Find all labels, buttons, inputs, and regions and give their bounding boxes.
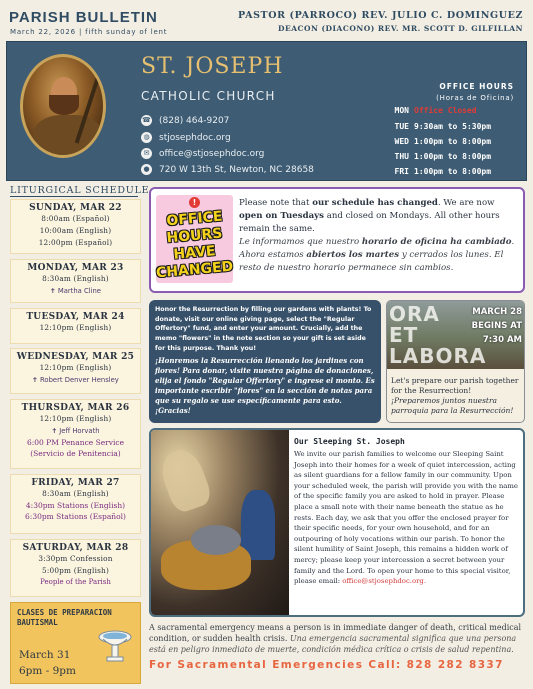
phone-text: (828) 464-9207 <box>159 115 230 126</box>
location-pin-icon: ● <box>141 164 152 175</box>
emergency-footer <box>149 622 525 671</box>
office-hours-subtitle: (Horas de Oficina) <box>436 94 514 102</box>
church-banner <box>6 41 527 181</box>
notice-spanish: Le informamos que nuestro horario de oficina ha cambiado. Ahora estamos abiertos los martes y cerrados los lunes. El resto de nuestro horario permanece sin cambios. <box>239 237 515 273</box>
workday-time: MARCH 28 BEGINS AT 7:30 AM <box>471 307 522 345</box>
schedule-day-thursday: THURSDAY, MAR 26 12:10pm (English) ✝ Jeff Horvath 6:00 PM Penance Service (Servicio de Penitencia) <box>10 399 141 469</box>
office-hours-title: OFFICE HOURS <box>439 82 514 91</box>
emergency-definition: A sacramental emergency means a person is in immediate danger of death, critical medical condition, or sudden health crisis. Una emergencia sacramental significa que una persona está en peligro inmediato de muerte, condición médica crítica o crisis de salud repentina. <box>149 623 522 654</box>
sleeping-st-joseph-painting <box>151 430 289 617</box>
ora-et-labora-caption: Let's prepare our parish together for the Resurrection! ¡Preparemos juntos nuestra parroquia para la Resurrección! <box>391 376 519 415</box>
sleeping-st-joseph-title: Our Sleeping St. Joseph <box>294 437 405 446</box>
church-subtitle: CATHOLIC CHURCH <box>141 89 276 103</box>
phone-icon: ☎ <box>142 116 151 124</box>
office-hours-row: WED 1:00pm to 8:00pm <box>394 137 492 146</box>
schedule-day-friday: FRIDAY, MAR 27 8:30am (English) 4:30pm Stations (English) 6:30pm Stations (Español) <box>10 474 141 534</box>
contact-email-link[interactable]: office@stjosephdoc.org. <box>342 577 427 586</box>
deacon-line: DEACON (DIACONO) REV. MR. SCOTT D. GILFILLAN <box>277 24 523 33</box>
flowers-english: Honor the Resurrection by filling our gardens with plants! To donate, visit our online giving page, select the "Regular Offertory" fund, and enter your amount. Crucially, add the memo "flowers" in the note section so your gift is set aside for this purpose. Thank you! <box>155 306 372 352</box>
schedule-day-saturday: SATURDAY, MAR 28 3:30pm Confession 5:00pm (English) People of the Parish <box>10 539 141 597</box>
alert-icon: ! <box>189 197 200 208</box>
baptismal-font-icon <box>95 625 135 665</box>
church-name: ST. JOSEPH <box>141 54 284 79</box>
address-text: 720 W 13th St, Newton, NC 28658 <box>159 164 314 175</box>
sleeping-st-joseph-card <box>149 428 525 617</box>
schedule-day-sunday: SUNDAY, MAR 22 8:00am (Español) 10:00am (English) 12:00pm (Español) <box>10 199 141 254</box>
mass-intention-icon: ✝ <box>32 376 41 384</box>
website-text: stjosephdoc.org <box>159 132 231 143</box>
email-text: office@stjosephdoc.org <box>159 148 265 159</box>
bulletin-date: March 22, 2026 | fifth sunday of lent <box>10 28 168 36</box>
baptism-class-box <box>10 602 141 684</box>
flowers-spanish: ¡Honremos la Resurrección llenando los jardines con flores! Para donar, visite nuestra página de donaciones, elija el fondo "Regular Offertory" e ingrese el monto. Es importante escribir "flores" en la sección de notas para que su regalo se use específicamente para esto. ¡Gracias! <box>155 355 375 415</box>
divider <box>10 196 138 197</box>
mass-intention-icon: ✝ <box>50 287 58 295</box>
mail-icon: ✉ <box>141 148 152 159</box>
contact-email[interactable] <box>141 148 264 159</box>
emergency-phone[interactable]: For Sacramental Emergencies Call: 828 282 8337 <box>149 659 504 671</box>
office-hours-row: TUE 9:30am to 5:30pm <box>394 122 492 131</box>
contact-phone[interactable] <box>141 115 229 126</box>
ora-et-labora-card <box>386 300 525 423</box>
office-closed-text: Office Closed <box>414 106 477 115</box>
ora-et-labora-image: ORA ET LABORA MARCH 28 BEGINS AT 7:30 AM <box>387 301 525 369</box>
mass-intention-icon: ✝ <box>51 427 60 435</box>
schedule-day-tuesday: TUESDAY, MAR 24 12:10pm (English) <box>10 308 141 344</box>
bulletin-title: PARISH BULLETIN <box>9 9 158 26</box>
office-hours-changed-sign: ! OFFICE HOURS HAVE CHANGED <box>156 195 233 283</box>
office-hours-row: MON Office Closed <box>364 106 514 115</box>
globe-icon: ◍ <box>141 132 152 143</box>
st-joseph-portrait <box>20 54 106 158</box>
baptism-date: March 31 <box>19 649 71 661</box>
liturgical-schedule-title: LITURGICAL SCHEDULE <box>10 185 150 196</box>
contact-address <box>141 164 314 175</box>
office-hours-row: FRI 1:00pm to 8:00pm <box>394 167 492 176</box>
schedule-day-wednesday: WEDNESDAY, MAR 25 12:10pm (English) ✝ Robert Denver Hensley <box>10 348 141 394</box>
schedule-change-notice <box>149 187 525 293</box>
office-hours-row: THU 1:00pm to 8:00pm <box>394 152 492 161</box>
easter-flowers-card <box>149 300 381 423</box>
schedule-day-monday: MONDAY, MAR 23 8:30am (English) ✝ Martha Cline <box>10 259 141 303</box>
baptism-title: CLASES DE PREPARACION BAUTISMAL <box>17 608 112 627</box>
pastor-line: PASTOR (PARROCO) REV. JULIO C. DOMINGUEZ <box>238 10 523 21</box>
sleeping-st-joseph-body: We invite our parish families to welcome our Sleeping Saint Joseph into their homes for a week of quiet intercession, acting as silent guardians for a fellow family in our community. Upon your scheduled week, the parish will provide you with the name of the specific family you are asked to hold in prayer. Please place a small note with their name beneath the statue as he rests. Each day, we ask that you offer the enclosed prayer for their specific needs, for your own household, and for an outpouring of holy vocations within our parish. To honor the silent humility of Saint Joseph, this remains a hidden work of mercy; please keep your intercession a secret between your family and the Lord. To open your home to this special visitor, please email: office@stjosephdoc.org. <box>294 450 519 586</box>
notice-english: Please note that our schedule has changed. We are now open on Tuesdays and closed on Mondays. All other hours remain the same. <box>239 198 500 234</box>
notice-text <box>239 197 517 275</box>
contact-website[interactable] <box>141 132 231 143</box>
baptism-time: 6pm - 9pm <box>19 665 76 677</box>
bulletin-header <box>0 0 533 40</box>
